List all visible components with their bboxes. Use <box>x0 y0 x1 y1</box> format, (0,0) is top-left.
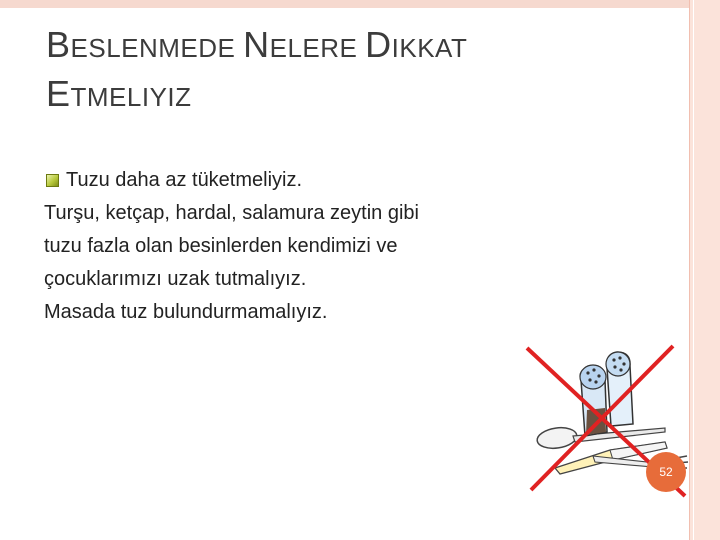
square-bullet-icon <box>46 174 59 187</box>
body-line-3: çocuklarımızı uzak tutmalıyız. <box>44 268 307 290</box>
top-decor-band <box>0 0 720 8</box>
slide-title <box>46 22 666 120</box>
body-line-4: Masada tuz bulundurmamalıyız. <box>44 301 328 323</box>
body-line-2: tuzu fazla olan besinlerden kendimizi ve <box>44 235 398 257</box>
body-line-1: Turşu, ketçap, hardal, salamura zeytin gibi <box>44 202 419 224</box>
title-line-1: BESLENMEDE NELERE DIKKAT <box>46 24 468 65</box>
bullet-text: Tuzu daha az tüketmeliyiz. <box>66 169 303 191</box>
page-number-badge: 52 <box>646 452 686 492</box>
bullet-item <box>44 164 524 197</box>
title-line-2: ETMELIYIZ <box>46 73 192 114</box>
slide-body <box>44 164 524 329</box>
